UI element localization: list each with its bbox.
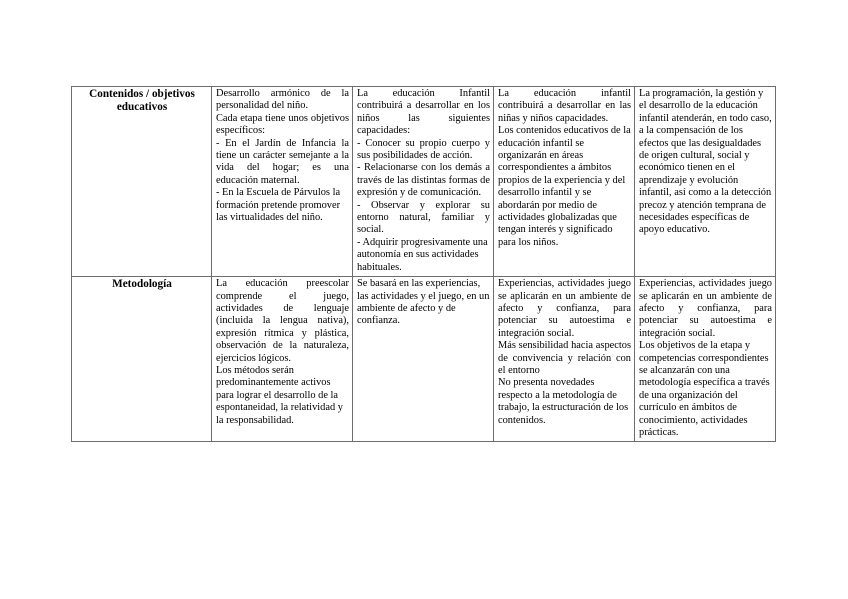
table-cell	[494, 87, 635, 277]
cell-paragraph: - Observar y explorar su entorno natural, familiar y social.	[357, 199, 490, 236]
table-cell	[212, 87, 353, 277]
cell-paragraph: No presenta novedades respecto a la metodología de trabajo, la estructuración de los contenidos.	[498, 377, 629, 426]
table-cell	[635, 87, 776, 277]
cell-paragraph: Desarrollo armónico de la personalidad del niño.	[216, 88, 349, 112]
cell-paragraph: La educación Infantil contribuirá a desarrollar en los niños las siguientes capacidades:	[357, 88, 490, 137]
cell-paragraph: - Relacionarse con los demás a través de las distintas formas de expresión y de comunicación.	[357, 162, 490, 199]
table-cell	[353, 277, 494, 442]
cell-paragraph: La programación, la gestión y el desarrollo de la educación infantil atenderán, en todo caso, a la compensación de los efectos que las desigualdades de origen cultural, social y económico tienen en el aprendizaje y evolución infantil, así como a la detección precoz y atención temprana de necesidades específicas de apoyo educativo.	[639, 88, 772, 236]
cell-paragraph: Cada etapa tiene unos objetivos específicos:	[216, 112, 349, 137]
cell-paragraph: Los contenidos educativos de la educación infantil se organizarán en áreas correspondientes a ámbitos propios de la experiencia y del desarrollo infantil y se abordarán por medio de actividades globalizadas que tengan interés y significado para los niños.	[498, 125, 631, 248]
cell-paragraph: - En el Jardín de Infancia la tiene un carácter semejante a la vida del hogar; es una educación maternal.	[216, 137, 349, 186]
cell-paragraph: Más sensibilidad hacia aspectos de convivencia y relación con el entorno	[498, 340, 631, 376]
comparison-table	[71, 86, 776, 442]
cell-paragraph: - Conocer su propio cuerpo y sus posibilidades de acción.	[357, 137, 490, 162]
table-cell	[212, 277, 353, 442]
cell-paragraph: Los objetivos de la etapa y competencias correspondientes se alcanzarán con una metodología específica a través de una organización del currículo en ámbitos de conocimiento, actividades prácticas.	[639, 340, 770, 438]
cell-paragraph: - Adquirir progresivamente una autonomía en sus actividades habituales.	[357, 236, 488, 273]
table-body	[72, 87, 776, 442]
cell-paragraph: Experiencias, actividades juego se aplicarán en un ambiente de afecto y confianza, para potenciar su autoestima e integración social.	[639, 278, 772, 339]
table-cell	[635, 277, 776, 442]
cell-paragraph: La educación infantil contribuirá a desarrollar en las niñas y niños capacidades.	[498, 88, 631, 124]
row-header: Metodología	[72, 277, 212, 442]
table-cell	[494, 277, 635, 442]
table-row	[72, 87, 776, 277]
cell-paragraph: Experiencias, actividades juego se aplicarán en un ambiente de afecto y confianza, para potenciar su autoestima e integración social.	[498, 278, 631, 339]
cell-paragraph: - En la Escuela de Párvulos la formación pretende promover las virtualidades del niño.	[216, 187, 341, 224]
cell-paragraph: Los métodos serán predominantemente activos para lograr el desarrollo de la espontaneidad, la relatividad y la responsabilidad.	[216, 364, 343, 426]
table-cell	[353, 87, 494, 277]
table-row	[72, 277, 776, 442]
cell-paragraph: Se basará en las experiencias, las actividades y el juego, en un ambiente de afecto y de confianza.	[357, 278, 490, 327]
cell-paragraph: La educación preescolar comprende el juego, actividades de lenguaje (incluida la lengua nativa), expresión rítmica y plástica, observación de la naturaleza, ejercicios lógicos.	[216, 278, 349, 364]
row-header: Contenidos / objetivos educativos	[72, 87, 212, 277]
